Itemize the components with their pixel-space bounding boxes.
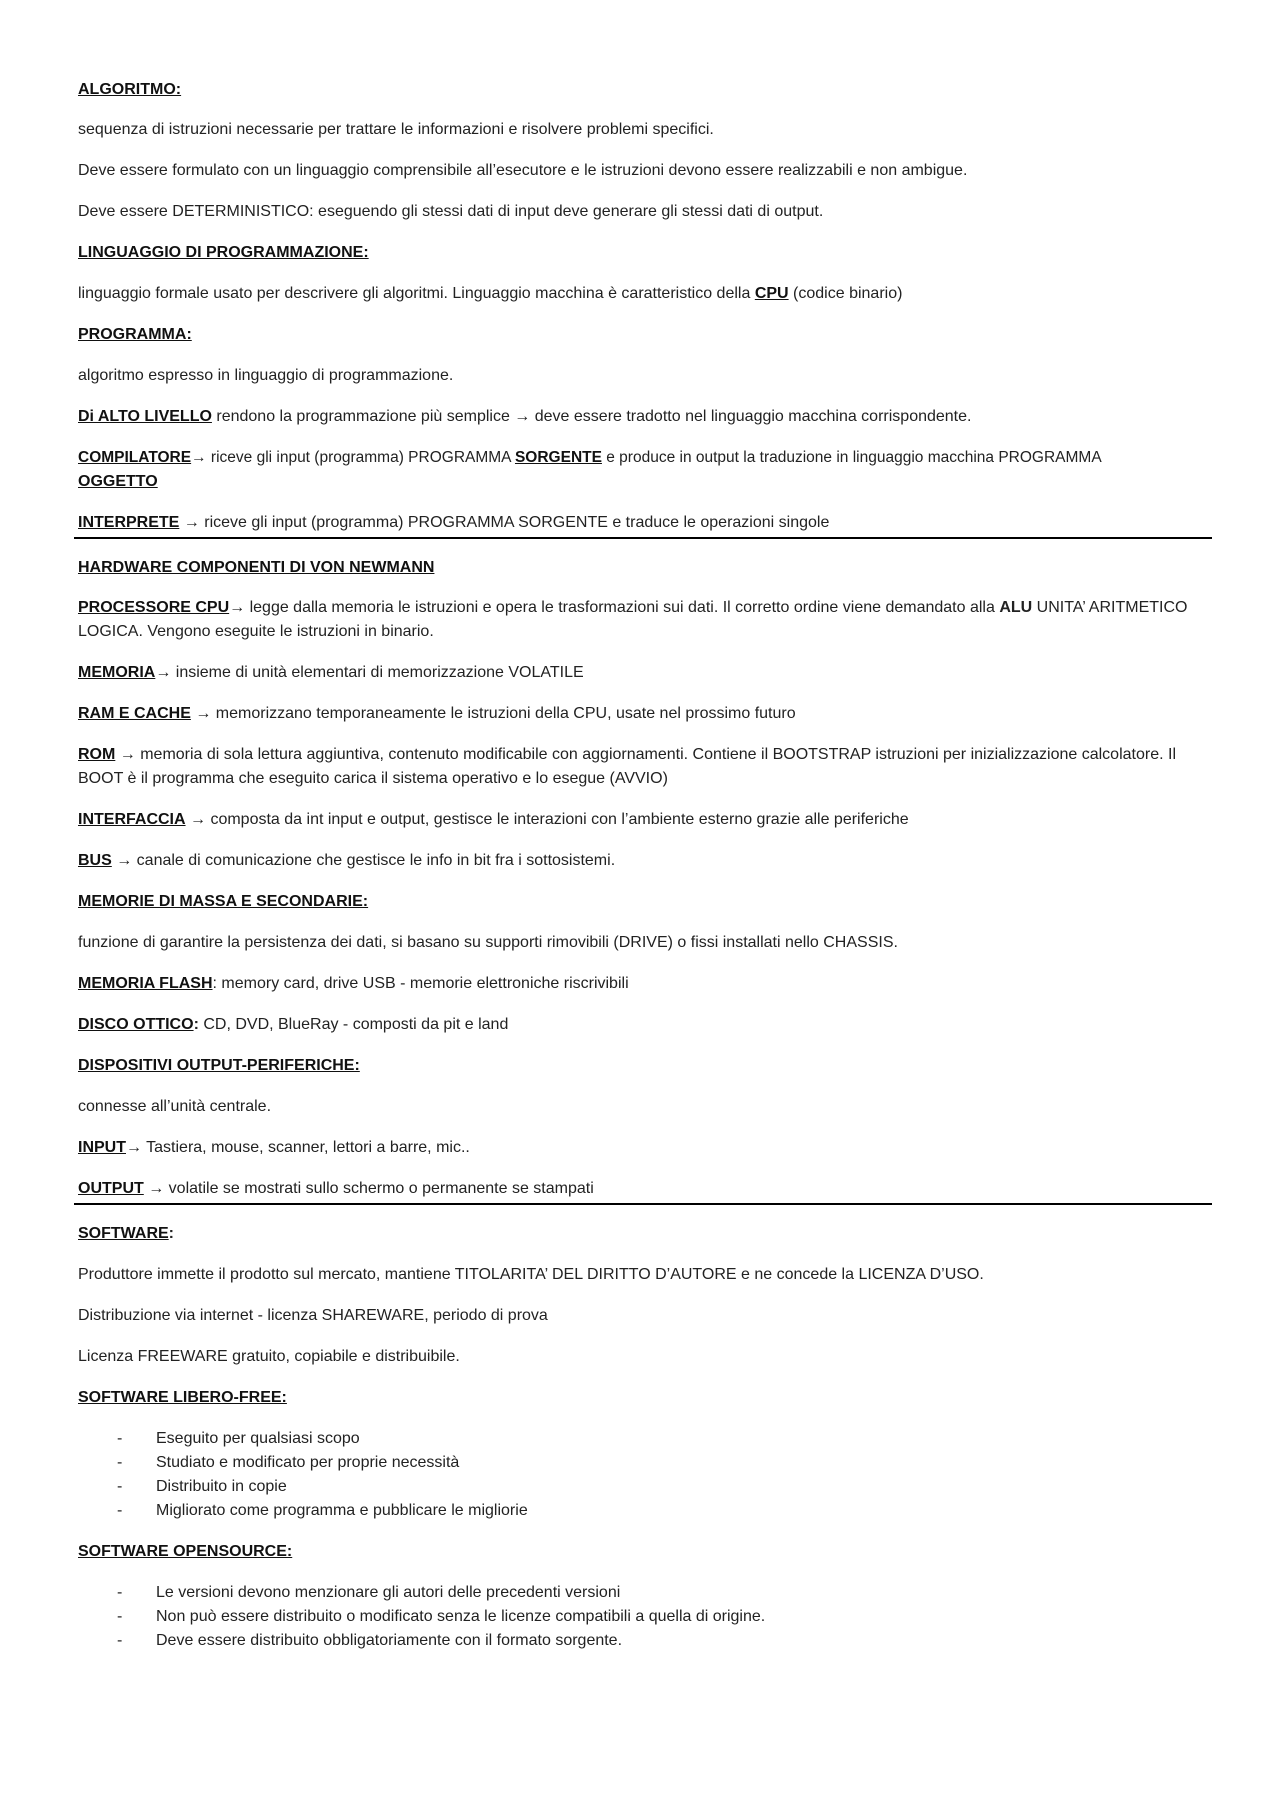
- list-item: Migliorato come programma e pubblicare le migliorie: [156, 1502, 528, 1519]
- term-memoria-flash: MEMORIA FLASH: [78, 975, 213, 992]
- paragraph: [78, 972, 1210, 996]
- text: UNITA’ ARITMETICO LOGICA. Vengono eseguite le istruzioni in binario.: [78, 599, 1188, 640]
- heading-colon: :: [168, 1225, 174, 1242]
- paragraph: funzione di garantire la persistenza dei dati, si basano su supporti rimovibili (DRIVE) o fissi installati nello CHASSIS.: [78, 934, 898, 951]
- term-input: INPUT: [78, 1139, 126, 1156]
- term-memoria: MEMORIA: [78, 664, 156, 681]
- term-rom: ROM: [78, 746, 116, 763]
- paragraph: [78, 446, 1210, 470]
- heading-text: SOFTWARE: [78, 1225, 169, 1242]
- section-divider: [74, 537, 1212, 539]
- text: rendono la programmazione più semplice → deve essere tradotto nel linguaggio macchina corrispondente.: [211, 408, 972, 425]
- paragraph: [78, 743, 1210, 791]
- paragraph: [78, 661, 1210, 685]
- paragraph: [78, 702, 1210, 726]
- bullet-dash: -: [117, 1454, 123, 1471]
- section-divider: [74, 1203, 1212, 1205]
- list-item: Eseguito per qualsiasi scopo: [156, 1430, 360, 1447]
- term-oggetto: OGGETTO: [78, 473, 158, 490]
- paragraph: [78, 1177, 1210, 1201]
- bullet-dash: -: [117, 1430, 123, 1447]
- paragraph: sequenza di istruzioni necessarie per trattare le informazioni e risolvere problemi specifici.: [78, 121, 714, 138]
- paragraph: [78, 1136, 1210, 1160]
- text: : memory card, drive USB - memorie elettroniche riscrivibili: [212, 975, 629, 992]
- heading-programma: PROGRAMMA:: [78, 326, 192, 343]
- heading-linguaggio: LINGUAGGIO DI PROGRAMMAZIONE:: [78, 244, 369, 261]
- list-item: Studiato e modificato per proprie necessità: [156, 1454, 460, 1471]
- list-item: Deve essere distribuito obbligatoriamente con il formato sorgente.: [156, 1632, 623, 1649]
- heading-dispositivi: DISPOSITIVI OUTPUT-PERIFERICHE:: [78, 1057, 360, 1074]
- paragraph: [78, 808, 1210, 832]
- bullet-dash: -: [117, 1502, 123, 1519]
- heading-memorie: MEMORIE DI MASSA E SECONDARIE:: [78, 893, 369, 910]
- heading-software-opensource: SOFTWARE OPENSOURCE:: [78, 1543, 293, 1560]
- paragraph: Licenza FREEWARE gratuito, copiabile e distribuibile.: [78, 1348, 460, 1365]
- term-interfaccia: INTERFACCIA: [78, 811, 186, 828]
- bullet-dash: -: [117, 1608, 123, 1625]
- text: → Tastiera, mouse, scanner, lettori a barre, mic..: [126, 1139, 470, 1156]
- term-processore-cpu: PROCESSORE CPU: [78, 599, 230, 616]
- heading-software-libero: SOFTWARE LIBERO-FREE:: [78, 1389, 287, 1406]
- text: → canale di comunicazione che gestisce le info in bit fra i sottosistemi.: [111, 852, 616, 869]
- text: → memoria di sola lettura aggiuntiva, contenuto modificabile con aggiornamenti. Contiene il BOOTSTRAP istruzioni per inizializzazione calcolatore. Il BOOT è il programma che eseguito carica il sistema operativo e lo esegue (AVVIO): [78, 746, 1176, 787]
- term-alto-livello: Di ALTO LIVELLO: [78, 408, 212, 425]
- text: → insieme di unità elementari di memorizzazione VOLATILE: [155, 664, 584, 681]
- list-item: Distribuito in copie: [156, 1478, 287, 1495]
- term-output: OUTPUT: [78, 1180, 144, 1197]
- text: → volatile se mostrati sullo schermo o permanente se stampati: [143, 1180, 594, 1197]
- bullet-dash: -: [117, 1478, 123, 1495]
- paragraph: [78, 596, 1210, 644]
- paragraph: [78, 849, 1210, 873]
- paragraph: [78, 405, 1210, 429]
- term-compilatore: COMPILATORE: [78, 449, 192, 466]
- text: e produce in output la traduzione in linguaggio macchina PROGRAMMA: [601, 449, 1102, 466]
- text: :: [193, 1016, 199, 1033]
- bullet-dash: -: [117, 1632, 123, 1649]
- term-disco-ottico: DISCO OTTICO: [78, 1016, 194, 1033]
- text: → legge dalla memoria le istruzioni e opera le trasformazioni sui dati. Il corretto ordine viene demandato alla: [229, 599, 1000, 616]
- term-ram-cache: RAM E CACHE: [78, 705, 191, 722]
- term-cpu: CPU: [754, 285, 789, 302]
- paragraph: [78, 282, 1210, 306]
- paragraph: connesse all’unità centrale.: [78, 1098, 272, 1115]
- heading-hardware: HARDWARE COMPONENTI DI VON NEWMANN: [78, 559, 435, 576]
- text: → riceve gli input (programma) PROGRAMMA SORGENTE e traduce le operazioni singole: [179, 514, 830, 531]
- paragraph: Distribuzione via internet - licenza SHAREWARE, periodo di prova: [78, 1307, 548, 1324]
- heading-software: [78, 1222, 1210, 1246]
- term-interprete: INTERPRETE: [78, 514, 180, 531]
- term-alu: ALU: [999, 599, 1033, 616]
- text: → riceve gli input (programma) PROGRAMMA: [191, 449, 515, 466]
- bullet-dash: -: [117, 1584, 123, 1601]
- paragraph: algoritmo espresso in linguaggio di programmazione.: [78, 367, 454, 384]
- paragraph: Produttore immette il prodotto sul mercato, mantiene TITOLARITA’ DEL DIRITTO D’AUTORE e ne concede la LICENZA D’USO.: [78, 1266, 984, 1283]
- term-bus: BUS: [78, 852, 112, 869]
- paragraph: Deve essere formulato con un linguaggio comprensibile all’esecutore e le istruzioni devono essere realizzabili e non ambigue.: [78, 162, 968, 179]
- list-item: Le versioni devono menzionare gli autori delle precedenti versioni: [156, 1584, 621, 1601]
- term-sorgente: SORGENTE: [514, 449, 602, 466]
- text: → composta da int input e output, gestisce le interazioni con l’ambiente esterno grazie alle periferiche: [185, 811, 909, 828]
- paragraph: Deve essere DETERMINISTICO: eseguendo gli stessi dati di input deve generare gli stessi dati di output.: [78, 203, 824, 220]
- text: linguaggio formale usato per descrivere gli algoritmi. Linguaggio macchina è caratteristico della: [78, 285, 755, 302]
- heading-algoritmo: ALGORITMO:: [78, 81, 182, 98]
- paragraph: [78, 511, 1210, 535]
- list-item: Non può essere distribuito o modificato senza le licenze compatibili a quella di origine.: [156, 1608, 766, 1625]
- paragraph: [78, 1013, 1210, 1037]
- text: CD, DVD, BlueRay - composti da pit e land: [198, 1016, 509, 1033]
- text: → memorizzano temporaneamente le istruzioni della CPU, usate nel prossimo futuro: [190, 705, 796, 722]
- text: (codice binario): [788, 285, 903, 302]
- paragraph-continuation: [78, 470, 1210, 494]
